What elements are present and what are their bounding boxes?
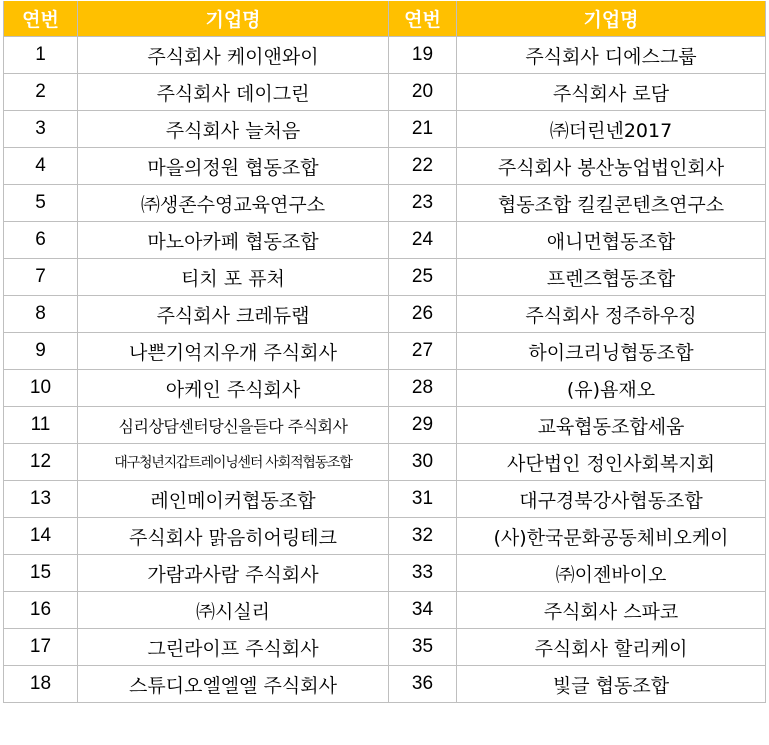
serial-number: 33 — [389, 555, 457, 592]
company-name: 주식회사 늘처음 — [78, 111, 389, 148]
serial-number: 21 — [389, 111, 457, 148]
header-name-right: 기업명 — [457, 1, 766, 37]
company-name: 대구경북강사협동조합 — [457, 481, 766, 518]
serial-number: 34 — [389, 592, 457, 629]
serial-number: 5 — [4, 185, 78, 222]
table-row — [4, 481, 766, 518]
company-list — [3, 1, 765, 703]
company-name: 심리상담센터당신을듣다 주식회사 — [78, 407, 389, 444]
company-name: 빛글 협동조합 — [457, 666, 766, 703]
serial-number: 12 — [4, 444, 78, 481]
serial-number: 20 — [389, 74, 457, 111]
serial-number: 31 — [389, 481, 457, 518]
serial-number: 19 — [389, 37, 457, 74]
serial-number: 25 — [389, 259, 457, 296]
company-name: 협동조합 킬킬콘텐츠연구소 — [457, 185, 766, 222]
serial-number: 14 — [4, 518, 78, 555]
table-row — [4, 370, 766, 407]
serial-number: 11 — [4, 407, 78, 444]
company-name: 대구청년지갑트레이닝센터 사회적협동조합 — [78, 444, 389, 481]
company-name: 아케인 주식회사 — [78, 370, 389, 407]
table-row — [4, 296, 766, 333]
company-name: 주식회사 데이그린 — [78, 74, 389, 111]
header-name-left: 기업명 — [78, 1, 389, 37]
company-name: 마을의정원 협동조합 — [78, 148, 389, 185]
table-row — [4, 444, 766, 481]
serial-number: 22 — [389, 148, 457, 185]
header-no-left: 연번 — [4, 1, 78, 37]
table-body — [4, 37, 766, 703]
company-name: 주식회사 로담 — [457, 74, 766, 111]
serial-number: 28 — [389, 370, 457, 407]
table-row — [4, 185, 766, 222]
serial-number: 16 — [4, 592, 78, 629]
company-name: 주식회사 케이앤와이 — [78, 37, 389, 74]
serial-number: 30 — [389, 444, 457, 481]
company-name: (유)욤재오 — [457, 370, 766, 407]
serial-number: 15 — [4, 555, 78, 592]
company-name: 레인메이커협동조합 — [78, 481, 389, 518]
company-name: 주식회사 할리케이 — [457, 629, 766, 666]
serial-number: 1 — [4, 37, 78, 74]
serial-number: 24 — [389, 222, 457, 259]
serial-number: 2 — [4, 74, 78, 111]
serial-number: 7 — [4, 259, 78, 296]
serial-number: 10 — [4, 370, 78, 407]
company-name: 프렌즈협동조합 — [457, 259, 766, 296]
serial-number: 36 — [389, 666, 457, 703]
table-row — [4, 407, 766, 444]
company-name: ㈜생존수영교육연구소 — [78, 185, 389, 222]
table-row — [4, 148, 766, 185]
company-name: 주식회사 맑음히어링테크 — [78, 518, 389, 555]
company-name: 주식회사 정주하우징 — [457, 296, 766, 333]
table-header-row — [4, 1, 766, 37]
serial-number: 29 — [389, 407, 457, 444]
table-row — [4, 555, 766, 592]
company-name: 가람과사람 주식회사 — [78, 555, 389, 592]
table-row — [4, 333, 766, 370]
table-row — [4, 222, 766, 259]
serial-number: 9 — [4, 333, 78, 370]
company-name: 애니먼협동조합 — [457, 222, 766, 259]
company-name: 스튜디오엘엘엘 주식회사 — [78, 666, 389, 703]
serial-number: 26 — [389, 296, 457, 333]
table-row — [4, 629, 766, 666]
serial-number: 3 — [4, 111, 78, 148]
company-name: ㈜더린넨2017 — [457, 111, 766, 148]
company-name: 사단법인 정인사회복지회 — [457, 444, 766, 481]
company-name: 주식회사 봉산농업법인회사 — [457, 148, 766, 185]
serial-number: 4 — [4, 148, 78, 185]
serial-number: 32 — [389, 518, 457, 555]
company-name: 주식회사 디에스그룹 — [457, 37, 766, 74]
serial-number: 27 — [389, 333, 457, 370]
company-name: 티치 포 퓨처 — [78, 259, 389, 296]
table-row — [4, 259, 766, 296]
company-name: 교육협동조합세움 — [457, 407, 766, 444]
company-name: ㈜이젠바이오 — [457, 555, 766, 592]
table-row — [4, 666, 766, 703]
table-row — [4, 592, 766, 629]
serial-number: 17 — [4, 629, 78, 666]
header-no-right: 연번 — [389, 1, 457, 37]
company-name: 나쁜기억지우개 주식회사 — [78, 333, 389, 370]
company-name: (사)한국문화공동체비오케이 — [457, 518, 766, 555]
company-name: 하이크리닝협동조합 — [457, 333, 766, 370]
table-row — [4, 74, 766, 111]
company-table — [3, 1, 766, 703]
company-name: 주식회사 크레듀랩 — [78, 296, 389, 333]
serial-number: 13 — [4, 481, 78, 518]
company-name: 주식회사 스파코 — [457, 592, 766, 629]
table-row — [4, 37, 766, 74]
company-name: 마노아카페 협동조합 — [78, 222, 389, 259]
serial-number: 35 — [389, 629, 457, 666]
table-row — [4, 111, 766, 148]
company-name: ㈜시실리 — [78, 592, 389, 629]
serial-number: 18 — [4, 666, 78, 703]
serial-number: 8 — [4, 296, 78, 333]
serial-number: 23 — [389, 185, 457, 222]
company-name: 그린라이프 주식회사 — [78, 629, 389, 666]
serial-number: 6 — [4, 222, 78, 259]
table-row — [4, 518, 766, 555]
